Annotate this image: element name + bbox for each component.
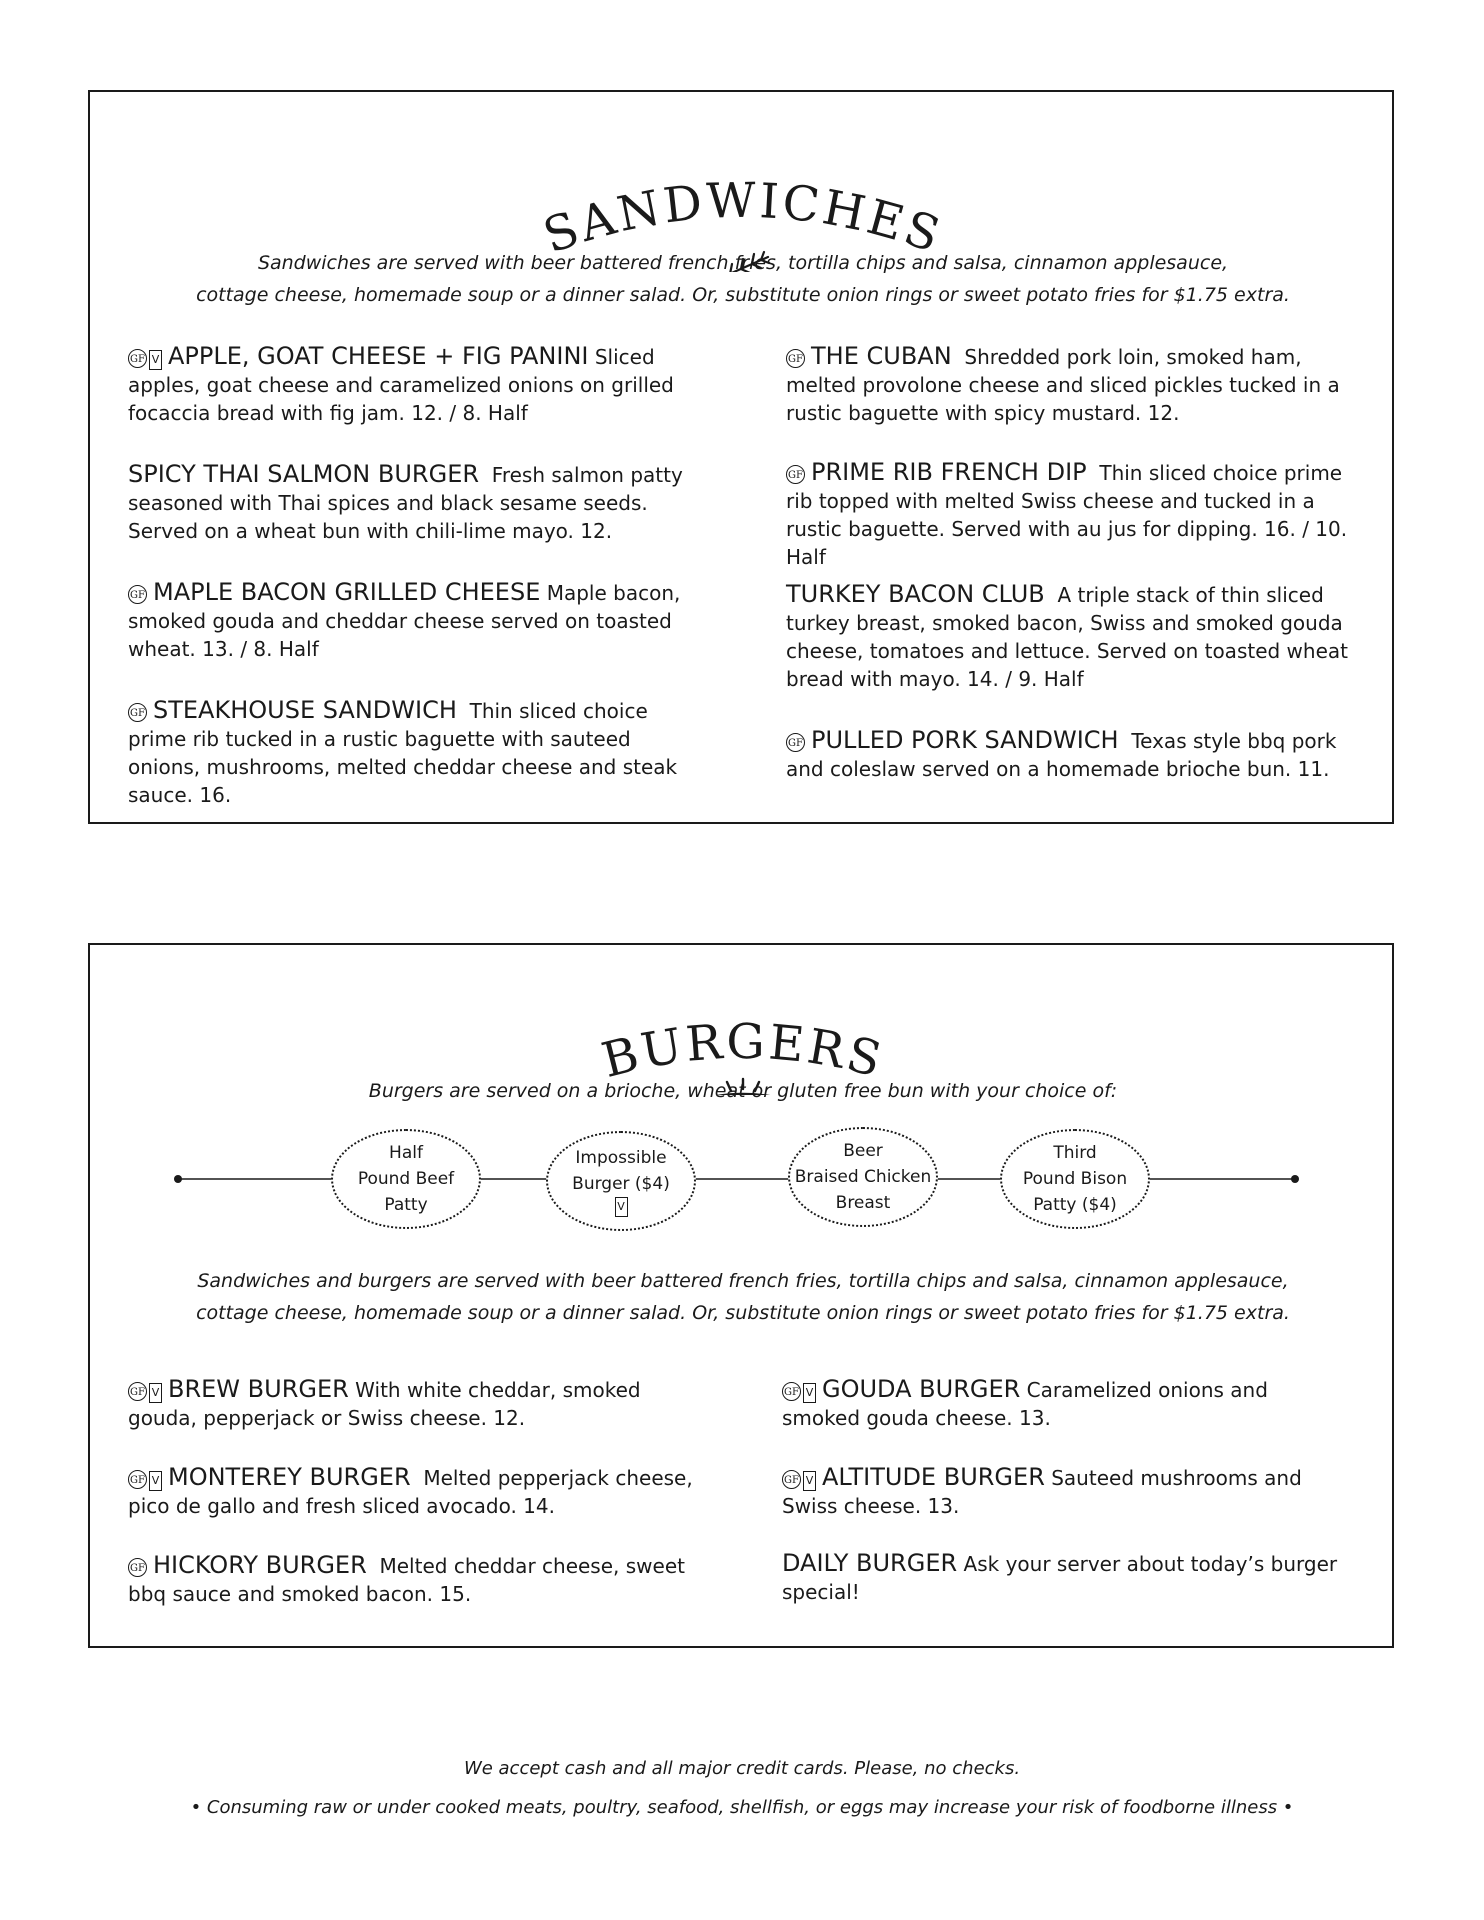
patty-line: Pound Bison (1022, 1169, 1128, 1189)
menu-item (128, 460, 693, 545)
item-name: PULLED PORK SANDWICH (811, 726, 1119, 754)
gluten-free-icon: GF (786, 733, 805, 752)
patty-line: Impossible (575, 1148, 667, 1168)
item-description: Texas style bbq pork and coleslaw served on a homemade brioche bun. 11. (786, 729, 1337, 781)
menu-item (786, 458, 1351, 571)
item-name: STEAKHOUSE SANDWICH (153, 696, 457, 724)
patty-line: Burger ($4) (572, 1174, 670, 1194)
burgers-intro: Burgers are served on a brioche, wheat or gluten free bun with your choice of: (368, 1080, 1118, 1102)
vegetarian-icon: V (149, 350, 162, 370)
patty-line: Patty (384, 1195, 428, 1215)
gluten-free-icon: GF (786, 349, 805, 368)
gluten-free-icon: GF (128, 1382, 147, 1401)
sandwiches-intro (90, 247, 1396, 311)
timeline-line (90, 1115, 1396, 1235)
vegetarian-icon: V (803, 1383, 816, 1403)
payment-note: We accept cash and all major credit cards. Please, no checks. (463, 1758, 1021, 1779)
note-line: Sandwiches and burgers are served with beer battered french fries, tortilla chips and salsa, cinnamon applesauce, (197, 1270, 1289, 1292)
menu-item (782, 1375, 1347, 1432)
gluten-free-icon: GF (786, 465, 805, 484)
vegetarian-icon: V (615, 1197, 628, 1217)
patty-line: Half (389, 1143, 423, 1163)
item-name: HICKORY BURGER (153, 1551, 367, 1579)
gluten-free-icon: GF (782, 1382, 801, 1401)
gluten-free-icon: GF (128, 1470, 147, 1489)
item-description: Thin sliced choice prime rib tucked in a rustic baguette with sauteed onions, mushrooms, melted cheddar cheese and steak sauce. 16. (128, 699, 678, 807)
item-name: APPLE, GOAT CHEESE + FIG PANINI (168, 342, 589, 370)
item-description: Thin sliced choice prime rib topped with melted Swiss cheese and tucked in a rustic baguette. Served with au jus for dipping. 16. / 10. Half (786, 461, 1348, 569)
item-name: ALTITUDE BURGER (822, 1463, 1045, 1491)
item-name: BREW BURGER (168, 1375, 349, 1403)
item-description: Sliced apples, goat cheese and caramelized onions on grilled focaccia bread with fig jam. 12. / 8. Half (128, 345, 674, 425)
menu-item (128, 696, 693, 809)
menu-item (786, 726, 1351, 783)
burgers-section (88, 943, 1394, 1648)
item-description: Maple bacon, smoked gouda and cheddar cheese served on toasted wheat. 13. / 8. Half (128, 581, 681, 661)
item-description: Sauteed mushrooms and Swiss cheese. 13. (782, 1466, 1302, 1518)
item-description: Caramelized onions and smoked gouda cheese. 13. (782, 1378, 1268, 1430)
gluten-free-icon: GF (128, 349, 147, 368)
item-name: MONTEREY BURGER (168, 1463, 411, 1491)
menu-item (128, 578, 693, 663)
menu-item (128, 1463, 693, 1520)
item-description: Fresh salmon patty seasoned with Thai spices and black sesame seeds. Served on a wheat bun with chili-lime mayo. 12. (128, 463, 683, 543)
intro-line: cottage cheese, homemade soup or a dinner salad. Or, substitute onion rings or sweet potato fries for $1.75 extra. (196, 284, 1290, 306)
vegetarian-icon: V (149, 1471, 162, 1491)
patty-line: Braised Chicken (794, 1167, 932, 1187)
gluten-free-icon: GF (128, 585, 147, 604)
item-name: MAPLE BACON GRILLED CHEESE (153, 578, 541, 606)
vegetarian-icon: V (803, 1471, 816, 1491)
item-description: Ask your server about today’s burger special! (782, 1552, 1338, 1604)
menu-item (128, 1551, 693, 1608)
item-description: Melted cheddar cheese, sweet bbq sauce and smoked bacon. 15. (128, 1554, 685, 1606)
item-name: THE CUBAN (811, 342, 952, 370)
note-line: cottage cheese, homemade soup or a dinner salad. Or, substitute onion rings or sweet potato fries for $1.75 extra. (196, 1302, 1290, 1324)
menu-item (786, 580, 1351, 693)
vegetarian-icon: V (149, 1383, 162, 1403)
item-description: Shredded pork loin, smoked ham, melted provolone cheese and sliced pickles tucked in a rustic baguette with spicy mustard. 12. (786, 345, 1340, 425)
menu-item (782, 1463, 1347, 1520)
item-name: DAILY BURGER (782, 1549, 958, 1577)
item-name: GOUDA BURGER (822, 1375, 1021, 1403)
burgers-title: BURGERS (596, 1013, 890, 1090)
gluten-free-icon: GF (782, 1470, 801, 1489)
item-name: PRIME RIB FRENCH DIP (811, 458, 1087, 486)
gluten-free-icon: GF (128, 703, 147, 722)
item-name: SPICY THAI SALMON BURGER (128, 460, 480, 488)
menu-item (128, 342, 693, 427)
patty-line: Patty ($4) (1033, 1195, 1117, 1215)
gluten-free-icon: GF (128, 1558, 147, 1577)
patty-option-chicken (788, 1127, 938, 1227)
patty-option-beef (331, 1129, 481, 1229)
food-safety-warning: • Consuming raw or under cooked meats, poultry, seafood, shellfish, or eggs may increase your risk of foodborne illness • (190, 1797, 1294, 1818)
intro-line: Sandwiches are served with beer battered french fries, tortilla chips and salsa, cinnamon applesauce, (257, 252, 1229, 274)
item-description: A triple stack of thin sliced turkey breast, smoked bacon, Swiss and smoked gouda cheese, tomatoes and lettuce. Served on toasted wheat bread with mayo. 14. / 9. Half (786, 583, 1348, 691)
patty-line: Beer (843, 1141, 883, 1161)
item-description: With white cheddar, smoked gouda, pepperjack or Swiss cheese. 12. (128, 1378, 641, 1430)
patty-option-impossible (546, 1131, 696, 1231)
patty-line: Third (1053, 1143, 1097, 1163)
patty-line: Breast (835, 1193, 891, 1213)
item-name: TURKEY BACON CLUB (786, 580, 1045, 608)
patty-choices (90, 1115, 1396, 1235)
sandwiches-title: SANDWICHES (536, 172, 950, 265)
sandwiches-section (88, 90, 1394, 824)
item-description: Melted pepperjack cheese, pico de gallo and fresh sliced avocado. 14. (128, 1466, 693, 1518)
menu-item (128, 1375, 693, 1432)
burgers-sides-note (90, 1265, 1396, 1329)
patty-line: Pound Beef (357, 1169, 455, 1189)
menu-item (782, 1549, 1347, 1606)
menu-item (786, 342, 1351, 427)
patty-option-bison (1000, 1129, 1150, 1229)
